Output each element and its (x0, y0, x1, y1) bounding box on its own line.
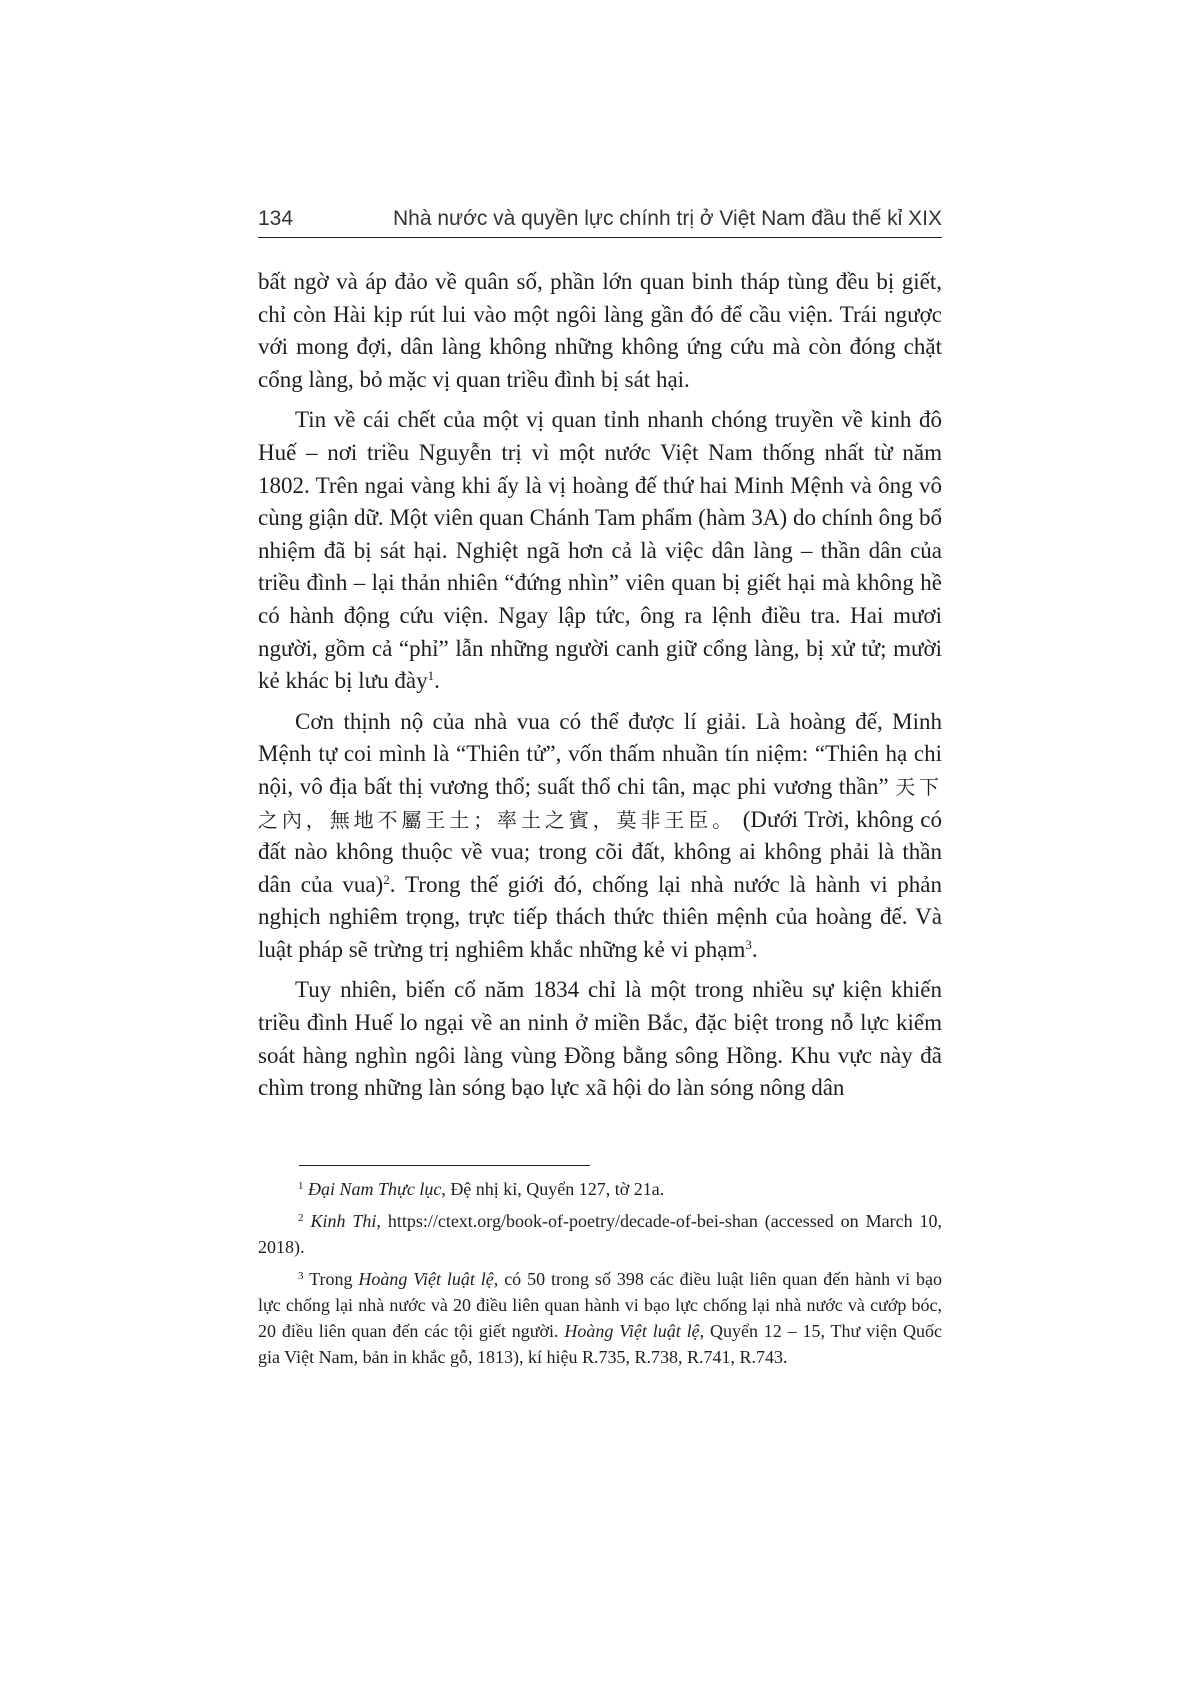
footnote-1-text: , Đệ nhị kỉ, Quyển 127, tờ 21a. (441, 1179, 665, 1199)
paragraph-3-text-b: (Dưới Trời, không có đất nào không thuộc về vua; trong cõi đất, không ai không phải là thần dân của vua) (258, 806, 942, 897)
footnote-ref-2[interactable]: 2 (383, 871, 390, 887)
footnote-2-number: 2 (298, 1212, 304, 1224)
footnote-2 (258, 1208, 942, 1260)
paragraph-2-text: Tin về cái chết của một vị quan tỉnh nhanh chóng truyền về kinh đô Huế – nơi triều Nguyễn trị vì một nước Việt Nam thống nhất từ năm 1802. Trên ngai vàng khi ấy là vị hoàng đế thứ hai Minh Mệnh và ông vô cùng giận dữ. Một viên quan Chánh Tam phẩm (hàm 3A) do chính ông bổ nhiệm đã bị sát hại. Nghiệt ngã hơn cả là việc dân làng – thần dân của triều đình – lại thản nhiên “đứng nhìn” viên quan bị giết hại mà không hề có hành động cứu viện. Ngay lập tức, ông ra lệnh điều tra. Hai mươi người, gồm cả “phỉ” lẫn những người canh giữ cổng làng, bị xử tử; mười kẻ khác bị lưu đày (258, 407, 942, 694)
footnote-3-mid: , có 50 trong số 398 các điều luật liên quan đến hành vi bạo lực chống lại nhà nước và 20 điều liên quan hành vi bạo lực chống lại nhà nước và cướp bóc, 20 điều liên quan đến các tội giết người. (258, 1269, 943, 1341)
footnote-3-title-2: Hoàng Việt luật lệ (564, 1321, 700, 1341)
page-number: 134 (258, 207, 294, 230)
paragraph-3-text-a: Cơn thịnh nộ của nhà vua có thể được lí giải. Là hoàng đế, Minh Mệnh tự coi mình là “Thiên tử”, vốn thấm nhuần tín niệm: “Thiên hạ chi nội, vô địa bất thị vương thổ; suất thổ chi tân, mạc phi vương thần” (258, 708, 942, 799)
footnote-3 (258, 1266, 942, 1370)
paragraph-3-end: . (751, 936, 758, 962)
footnote-ref-1[interactable]: 1 (427, 668, 435, 684)
running-header (258, 203, 942, 238)
paragraph-3-text-c: . Trong thế giới đó, chống lại nhà nước là hành vi phản nghịch nghiêm trọng, trực tiếp thách thức thiên mệnh của hoàng đế. Và luật pháp sẽ trừng trị nghiêm khắc những kẻ vi phạm (258, 871, 942, 962)
footnote-3-number: 3 (298, 1270, 304, 1282)
footnote-2-title: Kinh Thi (310, 1211, 377, 1231)
main-text (258, 266, 942, 1105)
paragraph-3 (258, 706, 942, 967)
paragraph-1: bất ngờ và áp đảo về quân số, phần lớn quan binh tháp tùng đều bị giết, chỉ còn Hài kịp rút lui vào một ngôi làng gần đó để cầu viện. Trái ngược với mong đợi, dân làng không những không ứng cứu mà còn đóng chặt cổng làng, bỏ mặc vị quan triều đình bị sát hại. (258, 269, 942, 392)
footnote-ref-3[interactable]: 3 (745, 936, 752, 952)
footnote-1 (258, 1176, 942, 1202)
paragraph-4: Tuy nhiên, biến cố năm 1834 chỉ là một trong nhiều sự kiện khiến triều đình Huế lo ngại về an ninh ở miền Bắc, đặc biệt trong nỗ lực kiểm soát hàng nghìn ngôi làng vùng Đồng bằng sông Hồng. Khu vực này đã chìm trong những làn sóng bạo lực xã hội do làn sóng nông dân (258, 977, 942, 1101)
paragraph-2 (258, 404, 942, 697)
footnote-3-end: , Quyển 12 – 15, Thư viện Quốc gia Việt Nam, bản in khắc gỗ, 1813), kí hiệu R.735, R.738, R.741, R.743. (258, 1321, 942, 1367)
footnote-divider (299, 1165, 590, 1166)
footnote-3-pre: Trong (303, 1269, 359, 1289)
paragraph-2-end: . (434, 668, 440, 694)
footnote-1-number: 1 (298, 1180, 304, 1192)
chinese-quotation: 天下之內，無地不屬王土；率土之賓，莫非王臣。 (258, 774, 943, 832)
footnotes (258, 1176, 942, 1370)
footnote-3-title-1: Hoàng Việt luật lệ (358, 1269, 494, 1289)
running-title: Nhà nước và quyền lực chính trị ở Việt Nam đầu thế kỉ XIX (392, 207, 942, 230)
footnote-2-text[interactable]: , https://ctext.org/book-of-poetry/decade-of-bei-shan (accessed on March 10, 2018). (258, 1211, 942, 1257)
footnote-1-title: Đại Nam Thực lục (308, 1179, 442, 1199)
